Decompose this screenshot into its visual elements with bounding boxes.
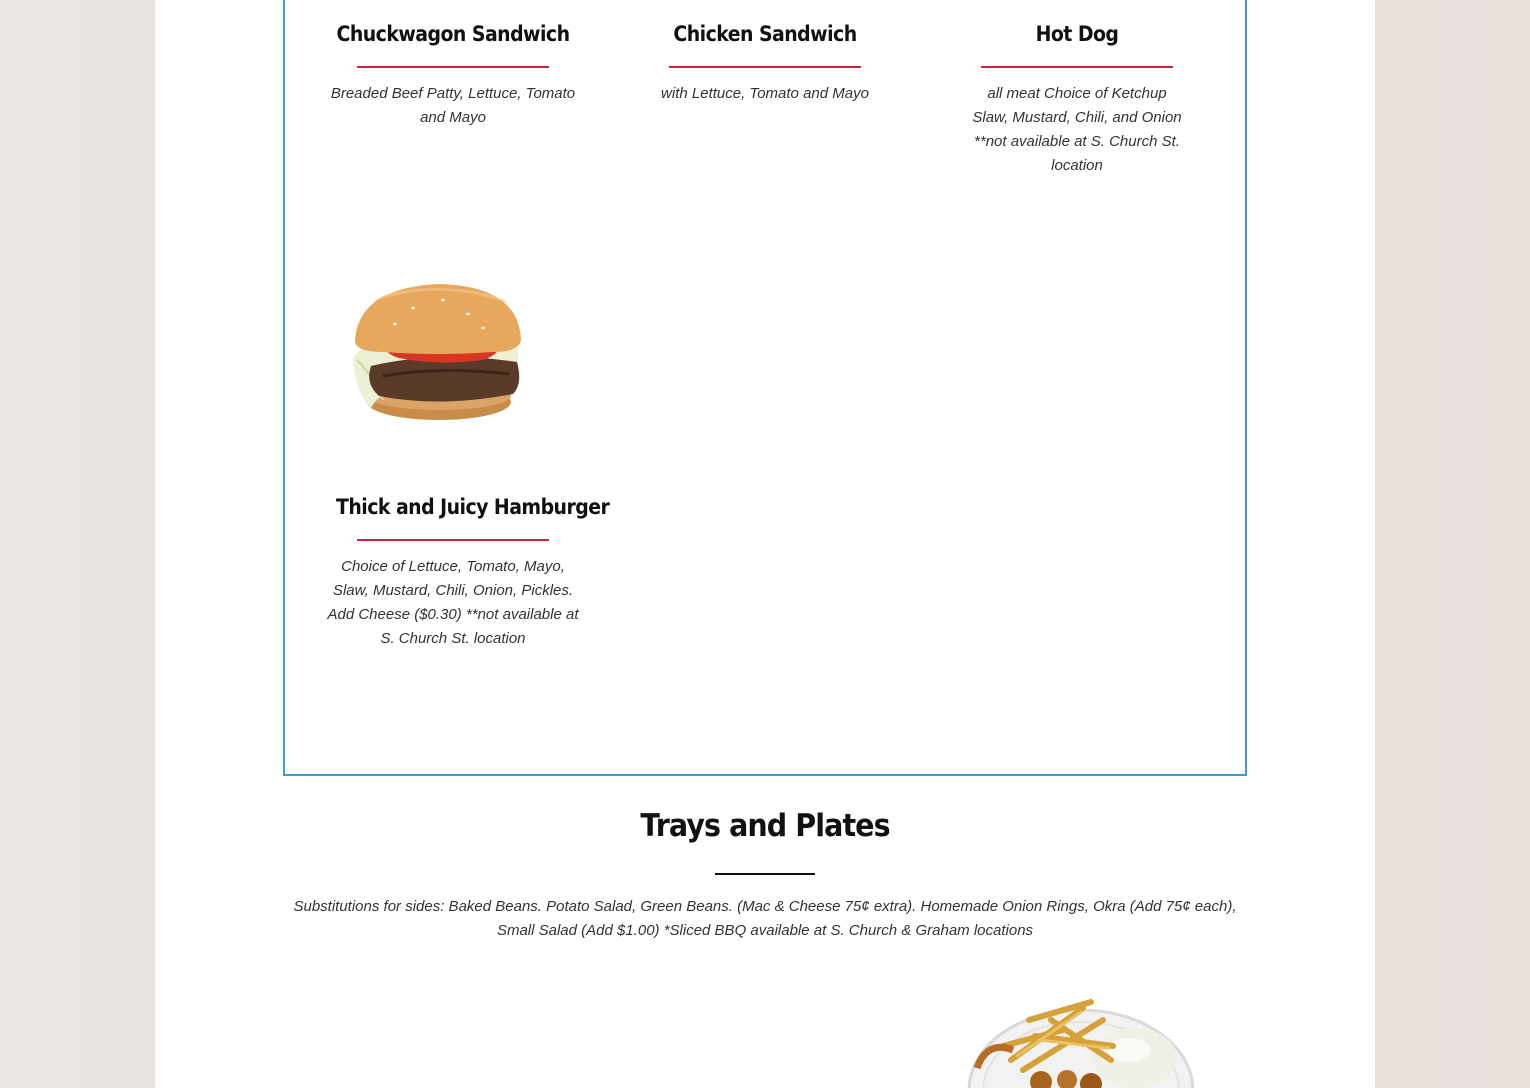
menu-item-divider (357, 539, 549, 541)
menu-item-divider (669, 66, 861, 68)
menu-item-hamburger (323, 495, 610, 651)
menu-item-divider (357, 66, 549, 68)
menu-item-description: Breaded Beef Patty, Lettuce, Tomato and Mayo (330, 85, 576, 126)
menu-item-title: Thick and Juicy Hamburger (336, 495, 610, 519)
menu-item-title: Hot Dog (1035, 22, 1119, 46)
section-title-trays: Trays and Plates (640, 808, 890, 844)
menu-item-hotdog (947, 22, 1207, 178)
menu-item-divider (981, 66, 1173, 68)
sandwich-menu-box (283, 0, 1247, 776)
menu-item-title: Chuckwagon Sandwich (336, 22, 570, 46)
menu-item-description: with Lettuce, Tomato and Mayo (661, 85, 869, 102)
hamburger-photo (343, 280, 528, 430)
page-content (155, 0, 1375, 1088)
menu-item-chuckwagon (323, 22, 583, 130)
tray-plate-photo (963, 990, 1198, 1088)
menu-item-title: Chicken Sandwich (673, 22, 857, 46)
menu-item-chicken (635, 22, 895, 106)
menu-item-description: Choice of Lettuce, Tomato, Mayo, Slaw, Mustard, Chili, Onion, Pickles. Add Cheese ($0.30) **not available at S. Church St. location (327, 558, 579, 647)
menu-item-description: all meat Choice of Ketchup Slaw, Mustard, Chili, and Onion **not available at S. Church St. location (972, 85, 1182, 174)
section-description: Substitutions for sides: Baked Beans. Potato Salad, Green Beans. (Mac & Cheese 75¢ extra). Homemade Onion Rings, Okra (Add 75¢ each), Small Salad (Add $1.00) *Sliced BBQ available at S. Church & Graham locations (293, 898, 1237, 939)
section-divider (715, 873, 815, 875)
